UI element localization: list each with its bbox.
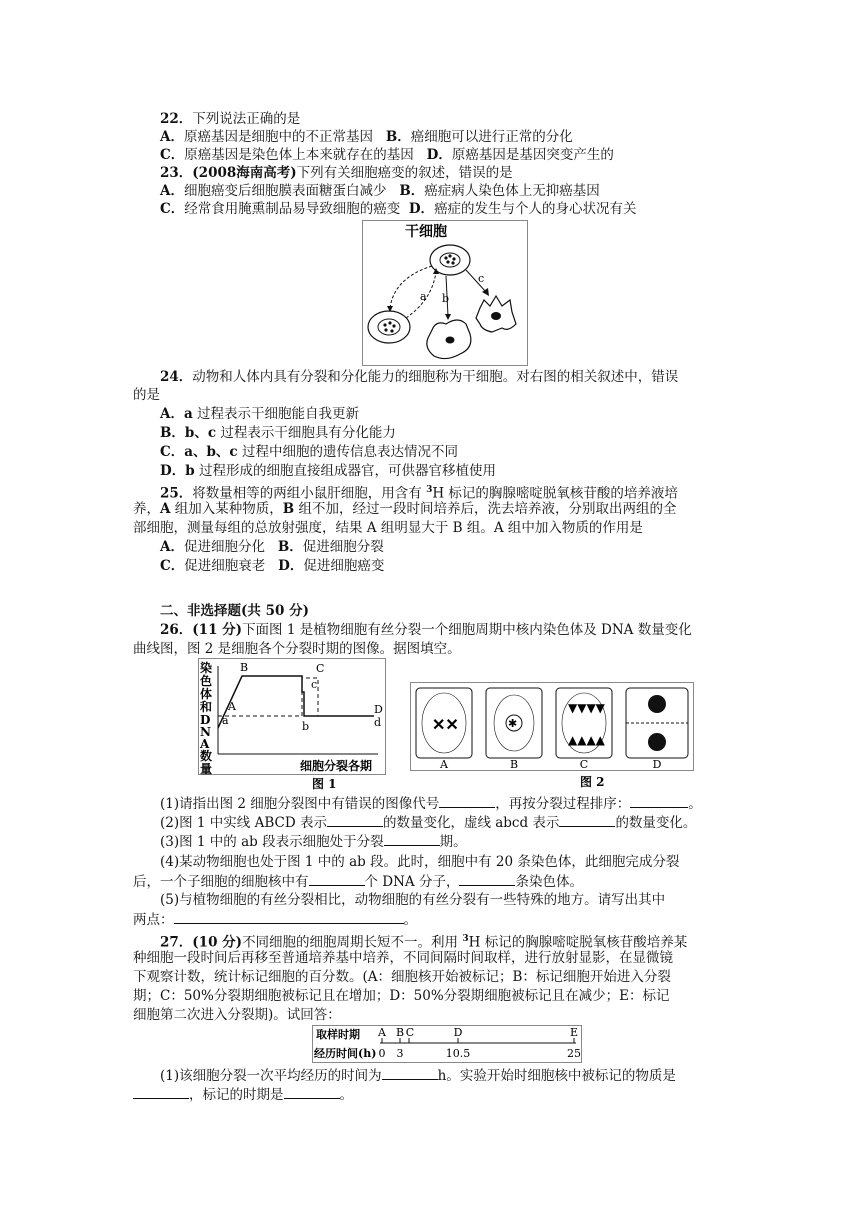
option-key: b、c: [184, 425, 217, 441]
svg-text:染: 染: [200, 661, 213, 675]
option-label: A．: [160, 129, 184, 145]
q23-number: 23．: [160, 165, 193, 181]
q25-text: 养，: [133, 501, 160, 517]
q26-text: 。: [688, 796, 702, 812]
q25-option-d: 促进细胞癌变: [303, 558, 385, 574]
q24-stem-line2: 的是: [133, 387, 160, 403]
q22-option-d: 原癌基因是基因突变产生的: [451, 147, 614, 163]
q25-option-a: 促进细胞分化: [183, 539, 265, 555]
option-key: b: [185, 463, 195, 479]
q24-option-c: [160, 443, 458, 461]
q27-number: 27．: [160, 934, 193, 951]
q26-part5-line2: [133, 910, 417, 929]
q27-text: h。实验开始时细胞核中被标记的物质是: [437, 1068, 676, 1084]
q26-text: 个 DNA 分子，: [364, 874, 460, 890]
answer-blank[interactable]: [630, 794, 688, 808]
q26-text: (1)请指出图 2 细胞分裂图中有错误的图像代号: [160, 796, 440, 812]
q26-text: 的数量变化。: [615, 815, 697, 831]
answer-blank[interactable]: [174, 910, 404, 924]
svg-text:a: a: [222, 714, 229, 727]
option-label: B．: [277, 539, 303, 555]
option-text: 过程表示干细胞能自我更新: [192, 406, 360, 422]
figure-1-caption: 图 1: [312, 777, 337, 791]
group-b: B: [282, 501, 295, 517]
panel-d-lower-nucleus: [648, 733, 666, 751]
cell-c-nucleus: [491, 312, 501, 320]
option-label: B．: [399, 183, 425, 199]
panel-a-chromosomes: ✕✕: [432, 715, 459, 734]
q26-text: 的数量变化，虚线 abcd 表示: [382, 815, 560, 831]
x-axis-label: 细胞分裂各期: [300, 759, 373, 773]
panel-c-cell: [556, 688, 612, 758]
q23-option-d: 癌症的发生与个人的身心状况有关: [434, 201, 637, 217]
q23-options-ab: [160, 182, 600, 200]
q26-text: ，再按分裂过程排序：: [495, 796, 631, 812]
q25-options-ab: [160, 538, 384, 556]
q26-part4-line1: (4)某动物细胞也处于图 1 中的 ab 段。此时，细胞中有 20 条染色体，此细胞完成分裂: [160, 854, 680, 870]
superscript: 3: [426, 485, 433, 495]
q27-stem-line4: 期；C：50%分裂期细胞被标记且在增加；D：50%分裂期细胞被标记且在减少；E：标记: [133, 988, 670, 1004]
q27-text: (1)该细胞分裂一次平均经历的时间为: [160, 1068, 382, 1084]
svg-text:d: d: [374, 716, 382, 729]
q26-part3: [160, 832, 467, 851]
svg-text:c: c: [311, 678, 318, 691]
svg-text:C: C: [579, 758, 589, 771]
q26-stem-line1: [160, 621, 692, 639]
q22-text: 下列说法正确的是: [192, 111, 301, 127]
svg-text:B: B: [509, 758, 519, 771]
answer-blank[interactable]: [309, 872, 365, 886]
q23-text: 下列有关细胞癌变的叙述，错误的是: [296, 165, 513, 181]
option-label: C．: [160, 201, 185, 217]
superscript: 3: [462, 934, 469, 944]
option-label: C．: [160, 147, 185, 163]
section-title: 二、非选择题(共 50 分): [160, 603, 309, 619]
q27-stem-line2: 种细胞一段时间后再移至普通培养基中培养，不同间隔时间取样，进行放射显影，在显微镜: [133, 950, 673, 966]
answer-blank[interactable]: [559, 813, 615, 827]
svg-text:A: A: [228, 700, 236, 713]
q25-text: H 标记的胸腺嘧啶脱氧核苷酸的培养液培: [432, 485, 678, 502]
figure-2-cells: [410, 682, 694, 790]
panel-b-chromatin: ✱: [508, 717, 518, 730]
svg-text:色: 色: [200, 674, 213, 688]
q25-stem-line3: 部细胞，测量每组的总放射强度，结果 A 组明显大于 B 组。A 组中加入物质的作用是: [133, 520, 643, 536]
option-label: A．: [160, 539, 184, 555]
option-label: D．: [278, 558, 304, 574]
option-label: D．: [408, 201, 435, 217]
svg-text:体: 体: [200, 687, 213, 701]
answer-blank[interactable]: [439, 794, 495, 808]
q22-options-ab: [160, 128, 573, 146]
q26-text: 期。: [439, 834, 467, 850]
q25-text: 组不加，经过一段时间培养后，洗去培养液，分别取出两组的全: [294, 501, 677, 517]
svg-text:0: 0: [378, 1047, 386, 1060]
q26-text: 。: [403, 912, 417, 928]
option-label: C．: [160, 444, 185, 460]
q22-option-a: 原癌基因是细胞中的不正常基因: [183, 129, 373, 145]
arrowhead-b: [445, 314, 451, 320]
q23-option-c: 经常食用腌熏制品易导致细胞的癌变: [184, 201, 401, 217]
answer-blank[interactable]: [327, 813, 383, 827]
q27-part1-line2: [133, 1085, 353, 1104]
q26-text: (2)图 1 中实线 ABCD 表示: [160, 815, 327, 831]
group-a: A: [160, 501, 171, 517]
q26-text: 两点：: [133, 912, 174, 928]
q24-text: 动物和人体内具有分裂和分化能力的细胞称为干细胞。对右图的相关叙述中，错误: [192, 369, 679, 385]
svg-text:B: B: [395, 1026, 405, 1039]
renewed-cell-nucleus: [378, 319, 400, 335]
q23-option-a: 细胞癌变后细胞膜表面糖蛋白减少: [183, 183, 387, 199]
q26-part5-line1: (5)与植物细胞的有丝分裂相比，动物细胞的有丝分裂有一些特殊的地方。请写出其中: [160, 892, 666, 908]
panel-d-upper-nucleus: [648, 695, 666, 713]
stem-cell-figure: [362, 220, 528, 366]
q24-option-b: [160, 424, 396, 442]
svg-text:N: N: [200, 725, 211, 739]
label-a: a: [420, 290, 427, 303]
q22-stem: [160, 110, 300, 128]
point-labels: [222, 661, 383, 733]
label-b: b: [442, 292, 450, 305]
option-label: D．: [426, 147, 452, 163]
q27-text: H 标记的胸腺嘧啶脱氧核苷酸培养某: [468, 934, 688, 951]
q24-option-a: [160, 405, 359, 423]
answer-blank[interactable]: [284, 1085, 340, 1099]
svg-text:A: A: [200, 737, 210, 751]
option-key: a、b、c: [184, 444, 238, 460]
answer-blank[interactable]: [459, 872, 515, 886]
q26-text: 条染色体。: [515, 874, 583, 890]
option-label: B．: [160, 425, 185, 441]
figure-2-caption: 图 2: [580, 775, 605, 789]
q26-text: (3)图 1 中的 ab 段表示细胞处于分裂: [160, 834, 384, 850]
svg-text:10.5: 10.5: [445, 1047, 471, 1060]
q26-stem-line2: 曲线图，图 2 是细胞各个分裂时期的图像。据图填空。: [133, 641, 461, 657]
q24-stem-line1: [160, 368, 678, 386]
time-labels: [379, 1047, 582, 1060]
q26-text: 后，一个子细胞的细胞核中有: [133, 874, 309, 890]
svg-text:C: C: [405, 1026, 415, 1039]
q26-number: 26．: [160, 622, 193, 638]
q23-stem: [160, 164, 513, 182]
svg-text:D: D: [453, 1026, 463, 1039]
q25-options-cd: [160, 557, 384, 575]
q27-text: 不同细胞的细胞周期长短不一。利用: [242, 934, 463, 951]
q27-text: ，标记的时期是: [189, 1087, 284, 1103]
q25-stem-line2: [133, 500, 677, 518]
svg-text:E: E: [569, 1026, 579, 1039]
answer-blank[interactable]: [384, 832, 440, 846]
sampling-timeline: [312, 1025, 582, 1063]
svg-text:b: b: [302, 720, 310, 733]
q23-source: (2008海南高考): [192, 165, 297, 181]
svg-text:C: C: [316, 662, 325, 675]
option-text: 过程形成的细胞直接组成器官，可供器官移植使用: [194, 463, 496, 479]
q27-text: 。: [339, 1087, 353, 1103]
q26-part1: [160, 794, 702, 813]
q25-option-b: 促进细胞分裂: [302, 539, 384, 555]
q25-text: 将数量相等的两组小鼠肝细胞，用含有: [192, 485, 427, 502]
svg-text:D: D: [374, 703, 383, 716]
option-label: D．: [160, 463, 186, 479]
svg-text:数: 数: [200, 749, 213, 763]
q26-part2: [160, 813, 696, 832]
option-text: 过程中细胞的遗传信息表达情况不同: [237, 444, 458, 460]
q27-part1-line1: [160, 1066, 676, 1085]
q26-part4-line2: [133, 872, 583, 891]
label-c: c: [478, 272, 485, 285]
svg-text:A: A: [378, 1026, 386, 1039]
svg-text:D: D: [200, 713, 211, 727]
option-label: B．: [385, 129, 411, 145]
dna-dashed-line: [218, 678, 374, 716]
q24-option-d: [160, 462, 496, 480]
panel-c-lower-chromosomes: ▲▲▲▲: [568, 733, 605, 747]
q23-options-cd: [160, 200, 637, 218]
svg-text:A: A: [440, 758, 448, 771]
q23-option-b: 癌症病人染色体上无抑癌基因: [424, 183, 600, 199]
q26-points: (11 分): [192, 622, 243, 638]
svg-text:25: 25: [567, 1047, 581, 1060]
answer-blank[interactable]: [382, 1066, 438, 1080]
option-text: 过程表示干细胞具有分化能力: [216, 425, 396, 441]
q22-option-c: 原癌基因是染色体上本来就存在的基因: [184, 147, 414, 163]
q24-number: 24．: [160, 369, 193, 385]
figure-title: 干细胞: [405, 224, 447, 240]
figure-1-chart: [198, 658, 386, 792]
svg-text:和: 和: [200, 700, 213, 714]
cell-b-nucleus: [446, 337, 455, 344]
y-axis-label: [199, 660, 212, 776]
q26-text: 下面图 1 是植物细胞有丝分裂一个细胞周期中核内染色体及 DNA 数量变化: [242, 622, 692, 638]
option-label: C．: [160, 558, 185, 574]
q22-option-b: 癌细胞可以进行正常的分化: [410, 129, 573, 145]
option-label: A．: [160, 183, 184, 199]
q27-stem-line3: 下观察计数，统计标记细胞的百分数。(A：细胞核开始被标记；B：标记细胞开始进入分裂: [133, 969, 671, 985]
svg-text:D: D: [652, 758, 662, 771]
q25-option-c: 促进细胞衰老: [184, 558, 266, 574]
svg-text:量: 量: [200, 762, 213, 776]
chromosome-solid-line: [218, 676, 374, 728]
q27-points: (10 分): [192, 934, 243, 951]
panel-c-upper-chromosomes: ▼▼▼▼: [568, 701, 605, 715]
q22-options-cd: [160, 146, 614, 164]
q25-number: 25．: [160, 485, 193, 502]
q25-text: 组加入某种物质，: [170, 501, 283, 517]
period-labels: [377, 1026, 578, 1039]
option-key: a: [183, 406, 193, 422]
option-label: A．: [160, 406, 184, 422]
timeline-row1-label: 取样时期: [316, 1028, 360, 1041]
q27-stem-line5: 细胞第二次进入分裂期)。试回答：: [133, 1007, 341, 1023]
q22-number: 22．: [160, 111, 193, 127]
timeline-row2-label: 经历时间(h): [314, 1047, 377, 1060]
panel-labels: [439, 758, 662, 771]
answer-blank[interactable]: [133, 1085, 189, 1099]
svg-text:3: 3: [396, 1047, 404, 1060]
svg-text:B: B: [240, 661, 249, 674]
